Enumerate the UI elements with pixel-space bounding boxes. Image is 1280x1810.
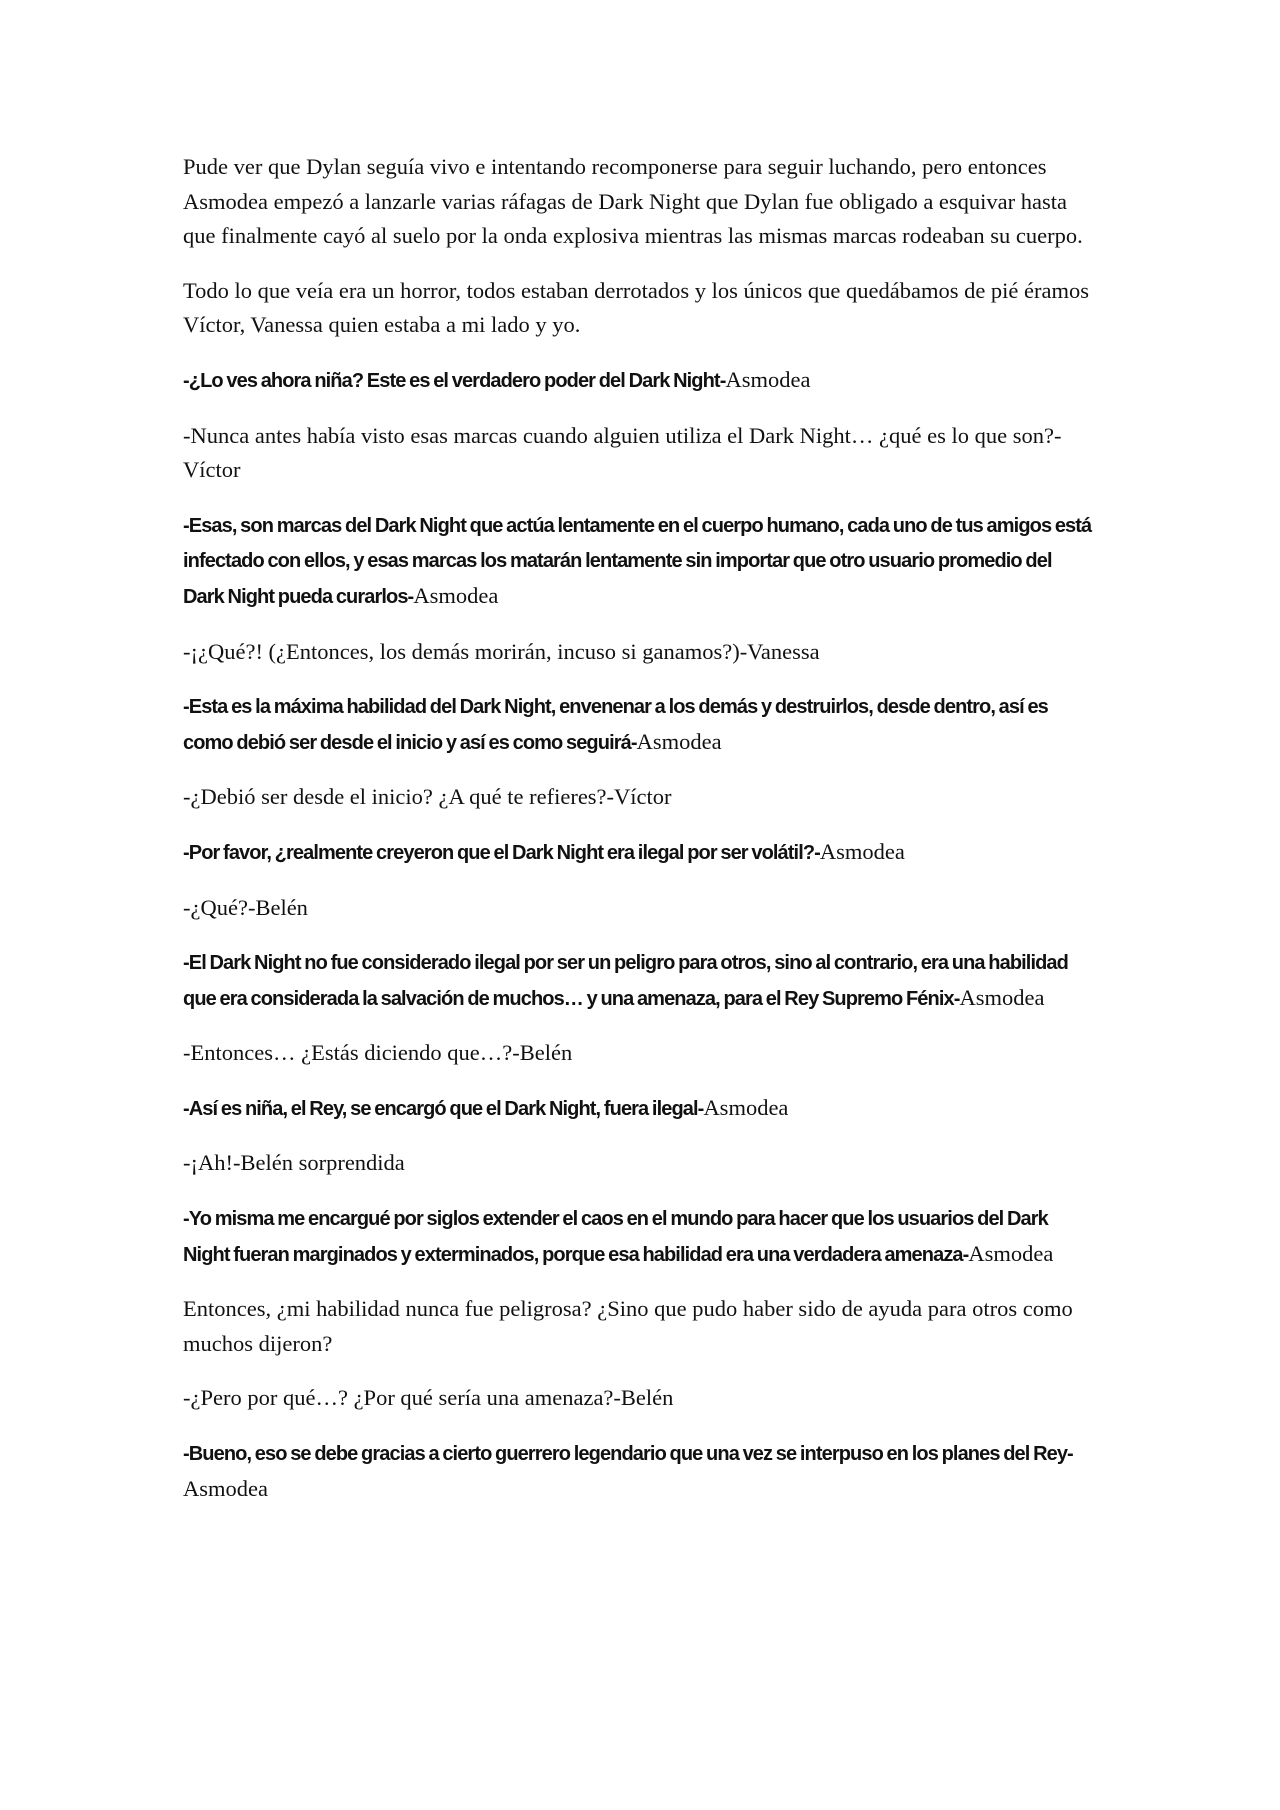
- paragraph-text: Entonces, ¿mi habilidad nunca fue peligrosa? ¿Sino que pudo haber sido de ayuda para otros como muchos dijeron?: [183, 1296, 1073, 1356]
- paragraph-text: -¡¿Qué?! (¿Entonces, los demás morirán, incuso si ganamos?)-Vanessa: [183, 638, 820, 664]
- paragraph-text: -¿Qué?-Belén: [183, 894, 308, 920]
- speaker-name: Asmodea: [725, 366, 811, 392]
- paragraph: [183, 1436, 1095, 1506]
- dialogue-bold: -¿Lo ves ahora niña? Este es el verdadero poder del Dark Night-: [183, 369, 726, 392]
- paragraph: [183, 1292, 1095, 1361]
- dialogue-bold: -Bueno, eso se debe gracias a cierto guerrero legendario que una vez se interpuso en los planes del Rey-: [183, 1443, 1073, 1466]
- dialogue-bold: -Yo misma me encargué por siglos extender el caos en el mundo para hacer que los usuarios del Dark Night fueran marginados y exterminados, porque esa habilidad era una verdadera amenaza-: [183, 1208, 1048, 1266]
- paragraph: [183, 891, 1095, 926]
- paragraph-text: -¿Pero por qué…? ¿Por qué sería una amenaza?-Belén: [183, 1385, 674, 1411]
- paragraph: [183, 508, 1095, 615]
- paragraph: [183, 1201, 1095, 1272]
- dialogue-bold: -Esta es la máxima habilidad del Dark Night, envenenar a los demás y destruirlos, desde dentro, así es como debió ser desde el inicio y así es como seguirá-: [183, 696, 1048, 754]
- paragraph: [183, 945, 1095, 1016]
- speaker-name: Asmodea: [968, 1240, 1054, 1266]
- paragraph: [183, 689, 1095, 760]
- speaker-name: Asmodea: [819, 838, 905, 864]
- paragraph: [183, 150, 1095, 254]
- paragraph-text: -¿Debió ser desde el inicio? ¿A qué te refieres?-Víctor: [183, 784, 672, 810]
- paragraph: [183, 419, 1095, 488]
- paragraph-text: -Nunca antes había visto esas marcas cuando alguien utiliza el Dark Night… ¿qué es lo que son?-Víctor: [183, 422, 1062, 483]
- speaker-name: Asmodea: [703, 1094, 789, 1120]
- speaker-name: Asmodea: [413, 582, 499, 608]
- paragraph: [183, 835, 1095, 871]
- paragraph-text: -¡Ah!-Belén sorprendida: [183, 1150, 405, 1176]
- dialogue-bold: -Así es niña, el Rey, se encargó que el Dark Night, fuera ilegal-: [183, 1097, 704, 1120]
- paragraph: [183, 274, 1095, 343]
- speaker-name: Asmodea: [636, 728, 722, 754]
- document-page: [183, 150, 1095, 1526]
- paragraph: [183, 1036, 1095, 1071]
- paragraph-text: Todo lo que veía era un horror, todos estaban derrotados y los únicos que quedábamos de pié éramos Víctor, Vanessa quien estaba a mi lado y yo.: [183, 277, 1090, 338]
- dialogue-bold: -El Dark Night no fue considerado ilegal por ser un peligro para otros, sino al contrario, era una habilidad que era considerada la salvación de muchos… y una amenaza, para el Rey Supremo Fénix-: [183, 952, 1068, 1010]
- paragraph: [183, 363, 1095, 399]
- dialogue-bold: -Por favor, ¿realmente creyeron que el Dark Night era ilegal por ser volátil?-: [183, 841, 820, 864]
- speaker-name: Asmodea: [959, 984, 1045, 1010]
- dialogue-bold: -Esas, son marcas del Dark Night que actúa lentamente en el cuerpo humano, cada uno de tus amigos está infectado con ellos, y esas marcas los matarán lentamente sin importar que otro usuario promedio del Dark Night pueda curarlos-: [183, 514, 1092, 608]
- paragraph: [183, 635, 1095, 670]
- paragraph: [183, 1381, 1095, 1416]
- paragraph-text: -Entonces… ¿Estás diciendo que…?-Belén: [183, 1040, 573, 1066]
- speaker-name: Asmodea: [183, 1475, 268, 1501]
- paragraph: [183, 1146, 1095, 1181]
- paragraph-text: Pude ver que Dylan seguía vivo e intentando recomponerse para seguir luchando, pero entonces Asmodea empezó a lanzarle varias ráfagas de Dark Night que Dylan fue obligado a esquivar hasta que finalmente cayó al suelo por la onda explosiva mientras las mismas marcas rodeaban su cuerpo.: [183, 154, 1083, 249]
- paragraph: [183, 780, 1095, 815]
- paragraph: [183, 1091, 1095, 1127]
